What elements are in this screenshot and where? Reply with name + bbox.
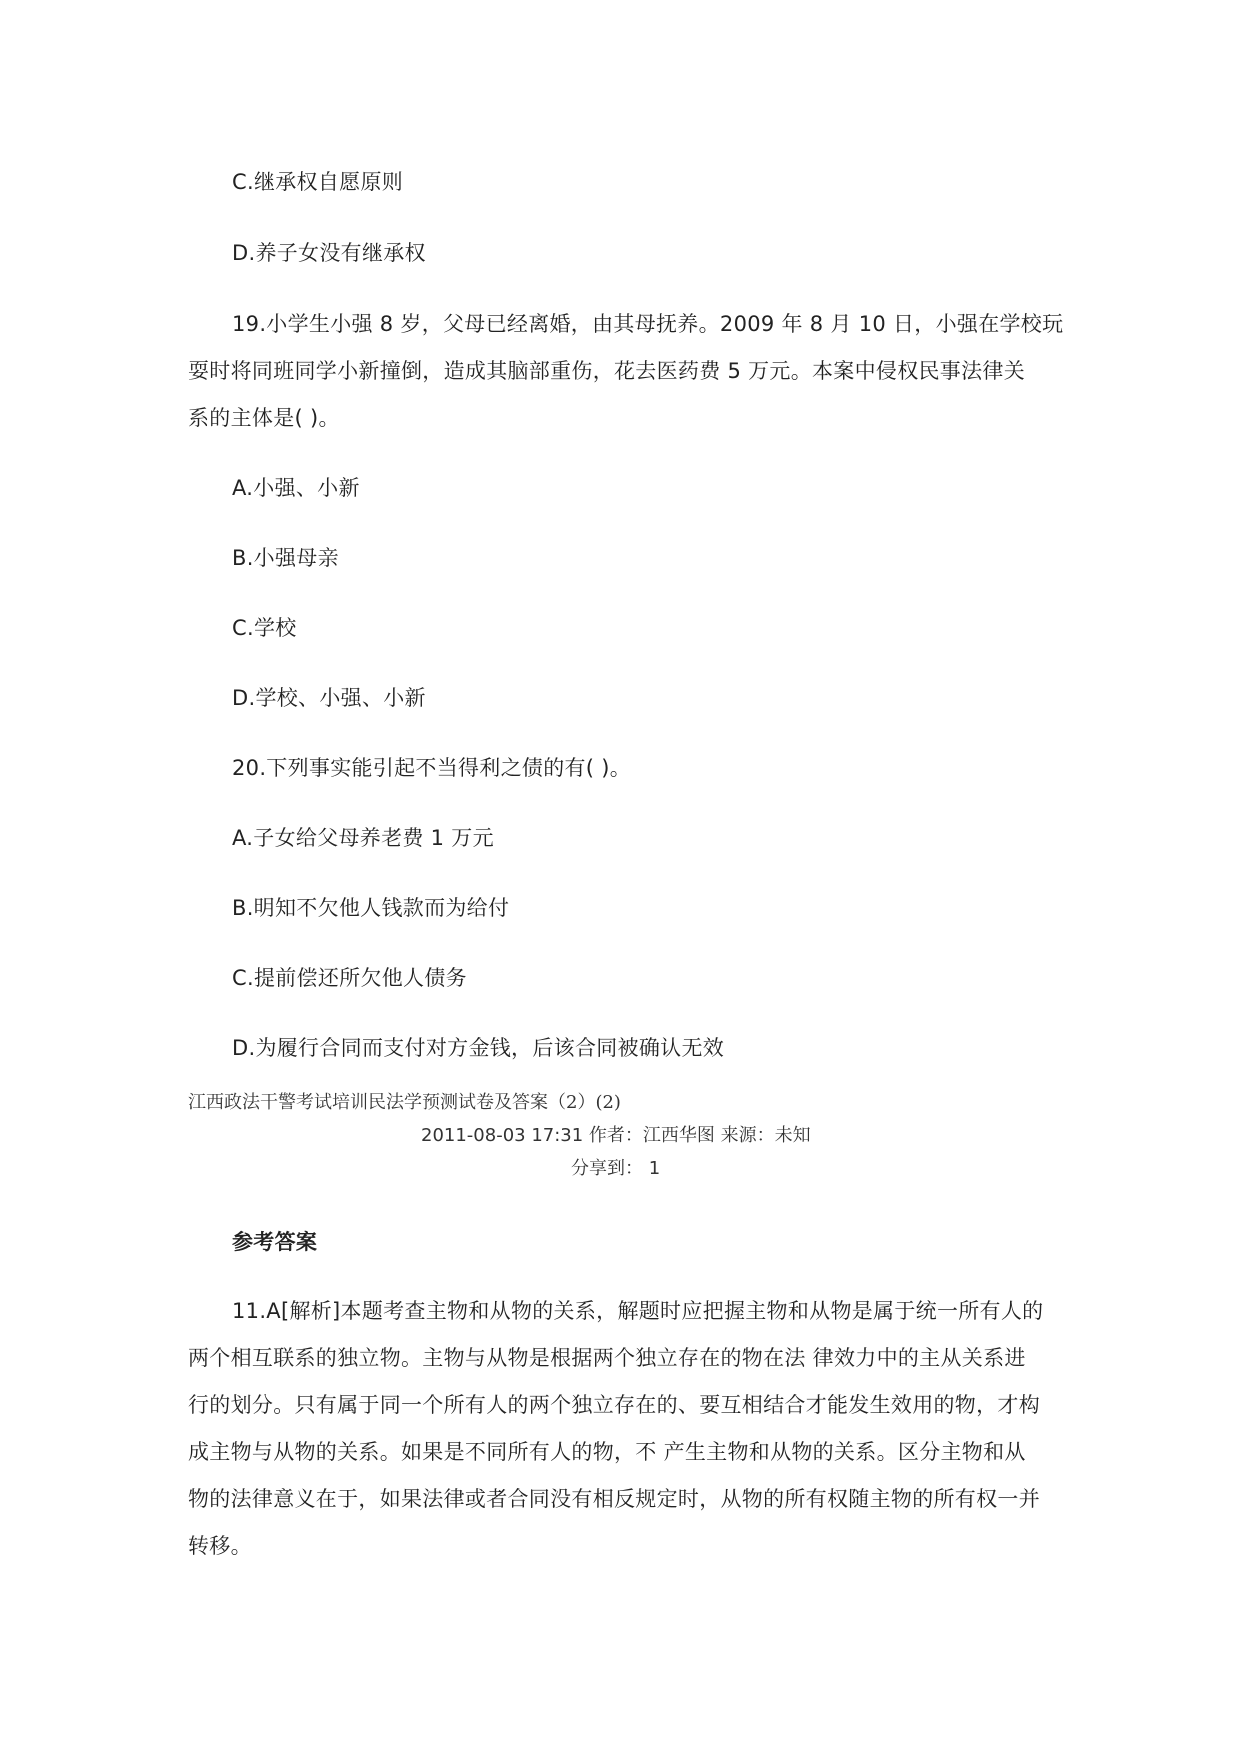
q19-option-d: D.学校、小强、小新 [232, 686, 426, 710]
answer-11-line-1: 11.A[解析]本题考查主物和从物的关系，解题时应把握主物和从物是属于统一所有人的 [232, 1299, 1044, 1323]
q20-option-b: B.明知不欠他人钱款而为给付 [232, 896, 510, 920]
answer-11-line-6: 转移。 [188, 1534, 252, 1558]
article-byline: 2011-08-03 17:31 作者：江西华图 来源：未知 [421, 1125, 811, 1146]
q19-option-b: B.小强母亲 [232, 546, 339, 570]
answer-11-line-5: 物的法律意义在于，如果法律或者合同没有相反规定时，从物的所有权随主物的所有权一并 [188, 1487, 1040, 1511]
q19-option-c: C.学校 [232, 616, 297, 640]
q20-option-c: C.提前偿还所欠他人债务 [232, 966, 467, 990]
q19-option-a: A.小强、小新 [232, 476, 360, 500]
q18-option-d: D.养子女没有继承权 [232, 241, 426, 265]
share-label[interactable]: 分享到： 1 [571, 1158, 661, 1179]
answer-11-line-4: 成主物与从物的关系。如果是不同所有人的物，不 产生主物和从物的关系。区分主物和从 [188, 1440, 1026, 1464]
answer-11-line-3: 行的划分。只有属于同一个所有人的两个独立存在的、要互相结合才能发生效用的物，才构 [188, 1393, 1040, 1417]
article-title: 江西政法干警考试培训民法学预测试卷及答案（2）(2) [188, 1092, 621, 1113]
answer-11-line-2: 两个相互联系的独立物。主物与从物是根据两个独立存在的物在法 律效力中的主从关系进 [188, 1346, 1026, 1370]
q19-stem-line-2: 耍时将同班同学小新撞倒，造成其脑部重伤，花去医药费 5 万元。本案中侵权民事法律关 [188, 359, 1026, 383]
q20-stem: 20.下列事实能引起不当得利之债的有( )。 [232, 756, 632, 780]
q19-stem-line-3: 系的主体是( )。 [188, 406, 340, 430]
q19-stem-line-1: 19.小学生小强 8 岁，父母已经离婚，由其母抚养。2009 年 8 月 10 日，小强在学校玩 [232, 312, 1064, 336]
answers-heading: 参考答案 [232, 1230, 318, 1254]
q20-option-a: A.子女给父母养老费 1 万元 [232, 826, 494, 850]
q20-option-d: D.为履行合同而支付对方金钱，后该合同被确认无效 [232, 1036, 725, 1060]
q18-option-c: C.继承权自愿原则 [232, 170, 404, 194]
